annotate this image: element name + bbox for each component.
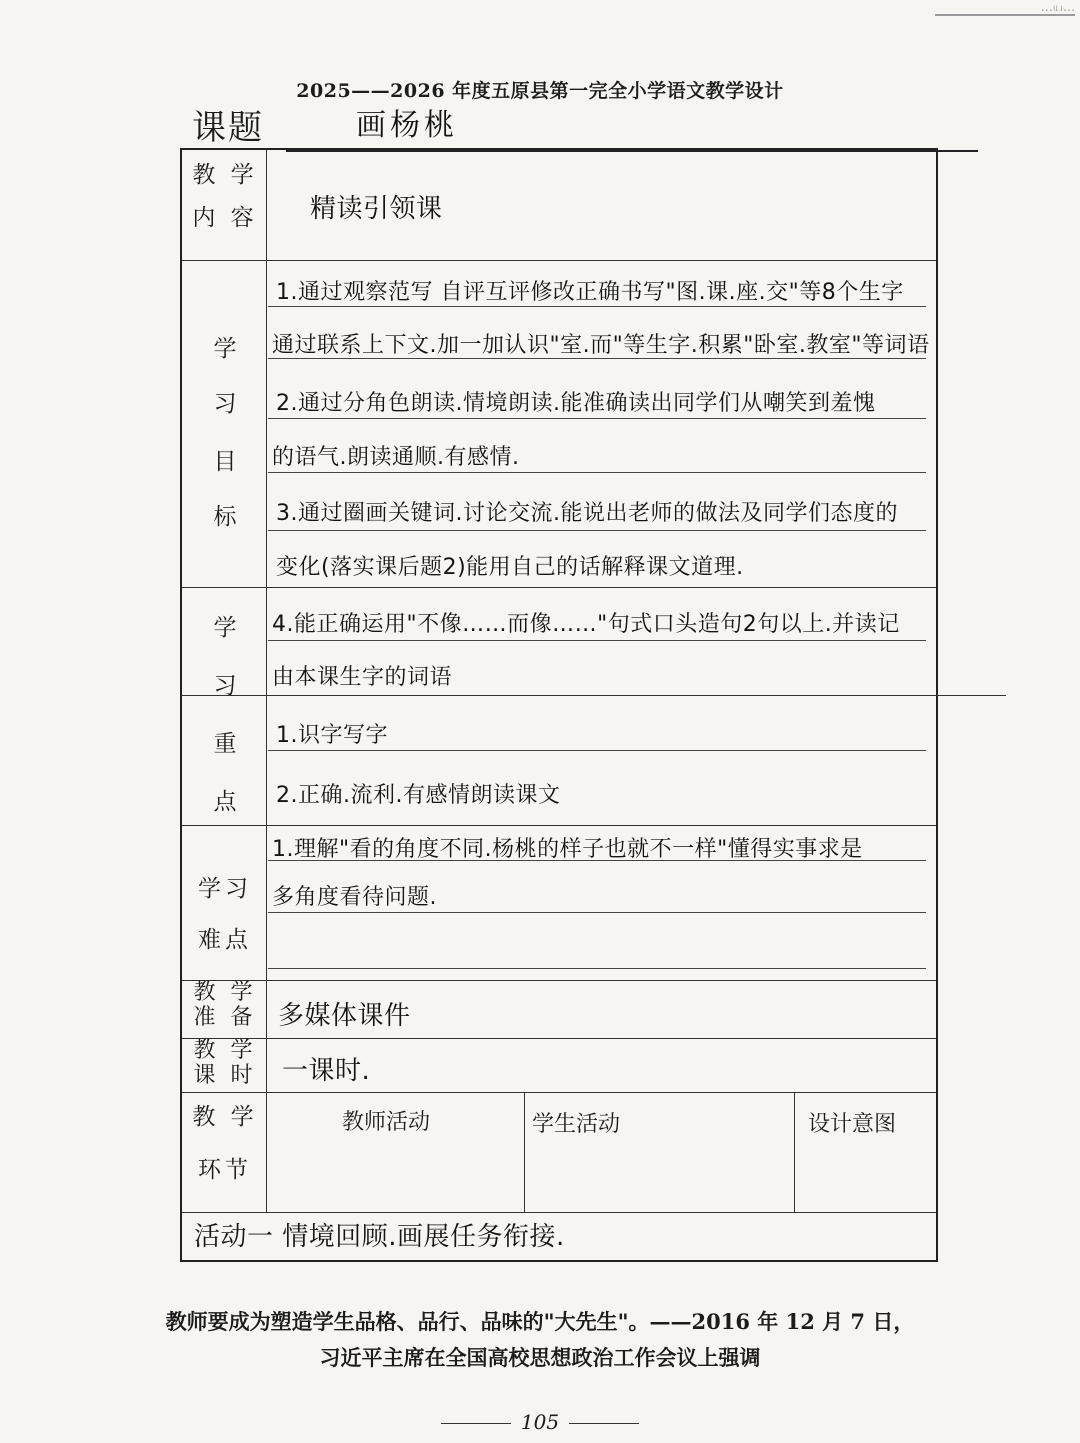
objective-line: 2.通过分角色朗读.情境朗读.能准确读出同学们从嘲笑到羞愧: [276, 391, 876, 416]
teacher-activity-header: 教师活动: [342, 1110, 431, 1135]
writing-rule: [268, 640, 926, 641]
writing-rule: [268, 750, 926, 751]
objective-line: 通过联系上下文.加一加认识"室.而"等生字.积累"卧室.教室"等词语: [272, 333, 930, 358]
row-divider: [182, 587, 936, 588]
row-divider: [182, 825, 936, 826]
lesson-plan-table: [180, 148, 938, 1262]
topic-value: 画杨桃: [356, 108, 458, 143]
footer-quote-line-1: 教师要成为塑造学生品格、品行、品味的"大先生"。——2016 年 12 月 7 日，: [165, 1309, 915, 1334]
objective-line: 变化(落实课后题2)能用自己的话解释课文道理.: [276, 555, 744, 580]
footer-quote-line-2: 习近平主席在全国高校思想政治工作会议上强调: [319, 1345, 761, 1370]
student-activity-header: 学生活动: [532, 1112, 621, 1137]
writing-rule: [268, 306, 926, 307]
objective-line: 3.通过圈画关键词.讨论交流.能说出老师的做法及同学们态度的: [276, 501, 898, 526]
content-label: 教 学 内 容: [192, 162, 258, 231]
design-intent-header: 设计意图: [808, 1112, 897, 1137]
top-corner-mark: …ய…: [935, 0, 1075, 16]
objective-line: 由本课生字的词语: [272, 665, 453, 690]
writing-rule: [268, 418, 926, 419]
hours-value: 一课时.: [282, 1056, 371, 1086]
key-point-line: 1.识字写字: [276, 723, 388, 748]
row-divider: [182, 260, 936, 261]
objective-line: 的语气.朗读通顺.有感情.: [272, 445, 520, 470]
activity-one: 活动一 情境回顾.画展任务衔接.: [194, 1222, 565, 1252]
row-divider: [182, 1092, 936, 1093]
page-number: 105: [0, 1410, 1080, 1434]
difficulty-line: 1.理解"看的角度不同.杨桃的样子也就不一样"懂得实事求是: [272, 837, 863, 862]
preparation-value: 多媒体课件: [278, 1001, 411, 1031]
objectives-label: 学 习 目 标: [213, 336, 237, 530]
page-number-dash: [441, 1423, 511, 1424]
column-divider: [524, 1092, 525, 1212]
row-divider: [182, 1038, 936, 1039]
topic-label: 课题: [192, 108, 264, 148]
hours-label: 教 学 课 时: [193, 1038, 257, 1089]
row-divider: [182, 695, 1006, 696]
page-number-dash: [569, 1423, 639, 1424]
preparation-label: 教 学 准 备: [193, 980, 257, 1031]
row-divider: [182, 980, 936, 981]
row-divider: [182, 1212, 936, 1213]
writing-rule: [268, 912, 926, 913]
stages-label: 教 学 环节: [192, 1104, 258, 1183]
difficulties-label: 学习 难点: [198, 876, 252, 953]
column-divider: [794, 1092, 795, 1212]
objective-line: 4.能正确运用"不像……而像……"句式口头造句2句以上.并读记: [272, 612, 900, 637]
writing-rule: [268, 530, 926, 531]
objective-line: 1.通过观察范写 自评互评修改正确书写"图.课.座.交"等8个生字: [276, 280, 904, 305]
content-value: 精读引领课: [310, 194, 443, 224]
document-title: 2025——2026 年度五原县第一完全小学语文教学设计: [296, 80, 784, 102]
difficulty-line: 多角度看待问题.: [272, 885, 437, 910]
writing-rule: [268, 472, 926, 473]
key-points-label: 学 习 重 点: [213, 615, 237, 815]
writing-rule: [268, 968, 926, 969]
key-point-line: 2.正确.流利.有感情朗读课文: [276, 783, 561, 808]
